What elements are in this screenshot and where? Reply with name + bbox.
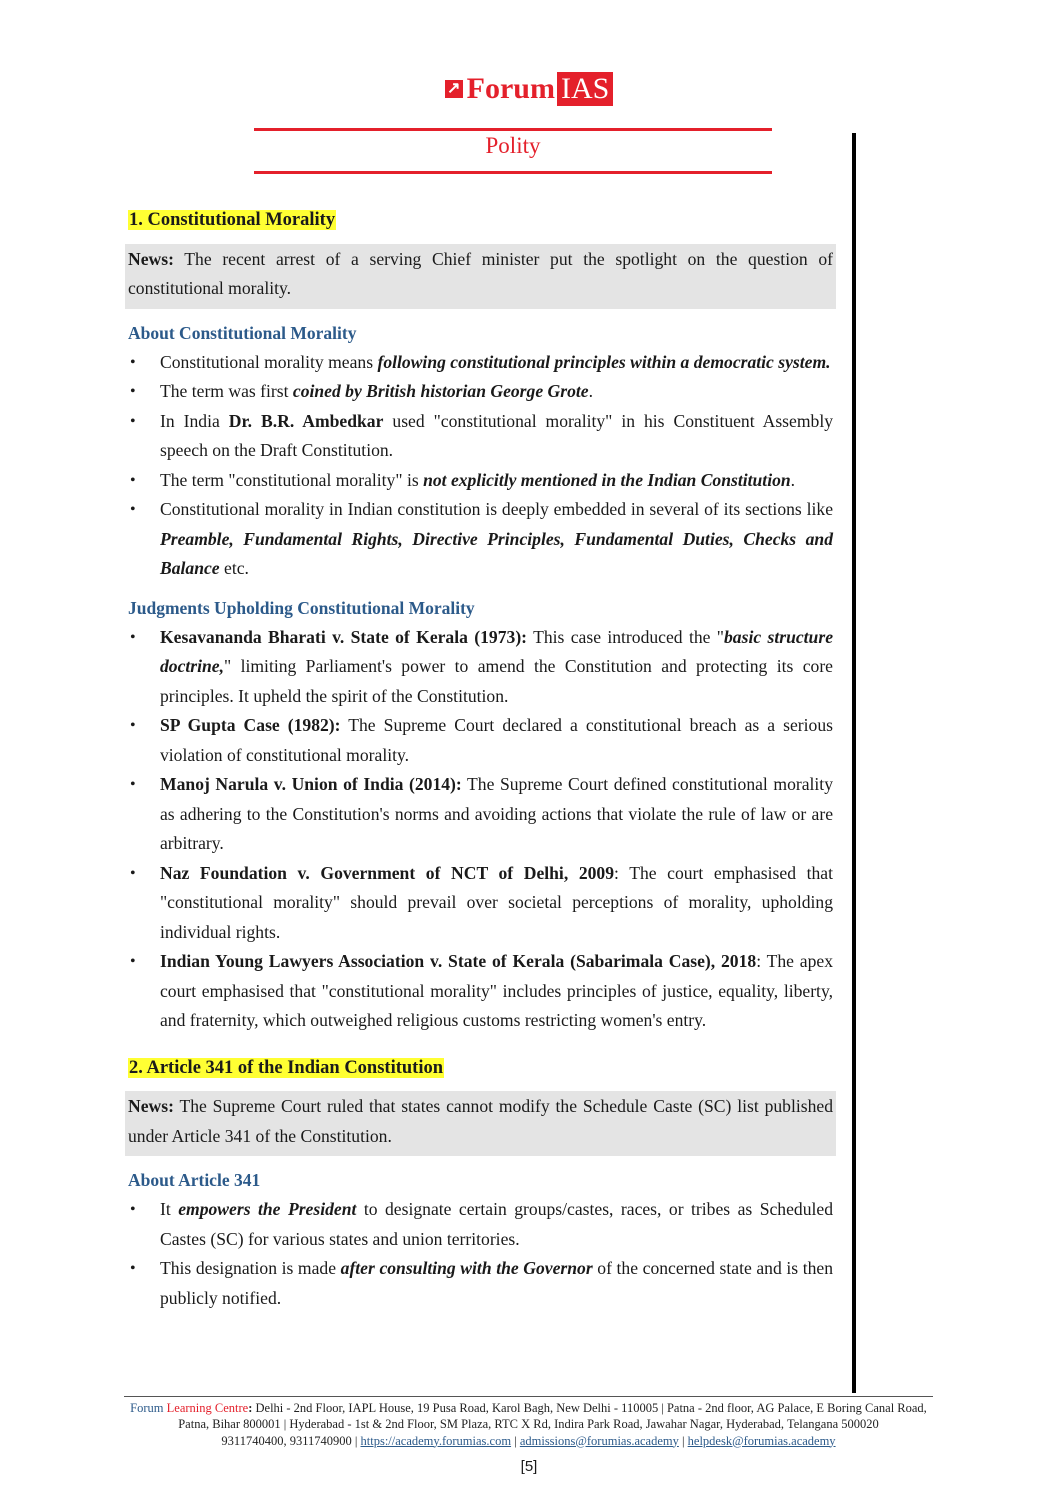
news-text: The recent arrest of a serving Chief minister put the spotlight on the question of constitutional morality. [128, 248, 833, 298]
footer-phones: 9311740400, 9311740900 [221, 1433, 352, 1448]
brand-logo [0, 72, 1058, 106]
admissions-email-link[interactable]: admissions@forumias.academy [519, 1433, 679, 1448]
title-rule-top [254, 128, 772, 131]
list-item: • Indian Young Lawyers Association v. State of Kerala (Sabarimala Case), 2018: The apex court emphasised that "constitutional morality" includes principles of justice, equality, liberty, and fraternity, which outweighed religious customs restricting women's entry. [128, 947, 833, 1036]
helpdesk-email-link[interactable]: helpdesk@forumias.academy [687, 1433, 836, 1448]
side-bar [852, 133, 856, 1393]
list-item: • Constitutional morality in Indian constitution is deeply embedded in several of its sections like Preamble, Fundamental Rights, Directive Principles, Fundamental Duties, Checks and Balance etc. [128, 495, 833, 584]
footer-rule [124, 1396, 933, 1397]
list-item: • Kesavananda Bharati v. State of Kerala (1973): This case introduced the "basic structure doctrine," limiting Parliament's power to amend the Constitution and protecting its core principles. It upheld the spirit of the Constitution. [128, 623, 833, 712]
section-title: Polity [485, 133, 541, 158]
news-label: News: [128, 1096, 174, 1116]
list-item: • The term "constitutional morality" is not explicitly mentioned in the Indian Constitution. [128, 466, 833, 496]
logo-arrow-icon: ↗ [445, 80, 463, 98]
about-article-heading: About Article 341 [128, 1170, 261, 1190]
news-text: The Supreme Court ruled that states cannot modify the Schedule Caste (SC) list published under Article 341 of the Constitution. [128, 1096, 833, 1146]
logo-ias-text: IAS [557, 72, 613, 106]
page-number: [5] [520, 1458, 538, 1475]
heading-constitutional-morality: 1. Constitutional Morality [129, 210, 336, 230]
judgments-list [128, 623, 833, 1036]
website-link[interactable]: https://academy.forumias.com [360, 1433, 512, 1448]
list-item: • Constitutional morality means following constitutional principles within a democratic system. [128, 348, 833, 378]
news-box [125, 1091, 836, 1156]
about-list [128, 348, 833, 584]
list-item: • Naz Foundation v. Government of NCT of Delhi, 2009: The court emphasised that "constitutional morality" should prevail over societal perceptions of morality, upholding individual rights. [128, 859, 833, 948]
list-item: • In India Dr. B.R. Ambedkar used "constitutional morality" in his Constituent Assembly speech on the Draft Constitution. [128, 407, 833, 466]
news-label: News: [128, 248, 174, 269]
judgments-heading: Judgments Upholding Constitutional Morality [128, 597, 475, 618]
list-item: • The term was first coined by British historian George Grote. [128, 377, 833, 407]
article-list [128, 1195, 833, 1313]
main-content [128, 206, 833, 1313]
list-item: • Manoj Narula v. Union of India (2014): The Supreme Court defined constitutional morality as adhering to the Constitution's norms and avoiding actions that violate the rule of law or are arbitrary. [128, 770, 833, 859]
list-item: • This designation is made after consulting with the Governor of the concerned state and is then publicly notified. [128, 1254, 833, 1313]
list-item: • SP Gupta Case (1982): The Supreme Court declared a constitutional breach as a serious violation of constitutional morality. [128, 711, 833, 770]
about-heading: About Constitutional Morality [128, 322, 357, 343]
list-item: • It empowers the President to designate certain groups/castes, races, or tribes as Scheduled Castes (SC) for various states and union territories. [128, 1195, 833, 1254]
logo-forum-text: Forum [466, 72, 555, 105]
title-rule-bottom [254, 171, 772, 174]
heading-article-341: 2. Article 341 of the Indian Constitution [129, 1057, 444, 1078]
news-box [125, 244, 836, 309]
footer: Forum Learning Centre: Delhi - 2nd Floor, IAPL House, 19 Pusa Road, Karol Bagh, New Delhi - 110005 | Patna - 2nd floor, AG Palace, E Boring Canal Road, Patna, Bihar 800001 | Hyderabad - 1st & 2nd Floor, SM Plaza, RTC X Rd, Indira Park Road, Jawahar Nagar, Hyderabad, Telangana 500020 9311740400, 9311740900 | https://academy.forumias.com | admissions@forumias.academy | helpdesk@forumias.academy [130, 1401, 927, 1448]
footer-address: Delhi - 2nd Floor, IAPL House, 19 Pusa Road, Karol Bagh, New Delhi - 110005 | Patna - 2nd floor, AG Palace, E Boring Canal Road, Patna, Bihar 800001 | Hyderabad - 1st & 2nd Floor, SM Plaza, RTC X Rd, Indira Park Road, Jawahar Nagar, Hyderabad, Telangana 500020 [178, 1401, 927, 1432]
